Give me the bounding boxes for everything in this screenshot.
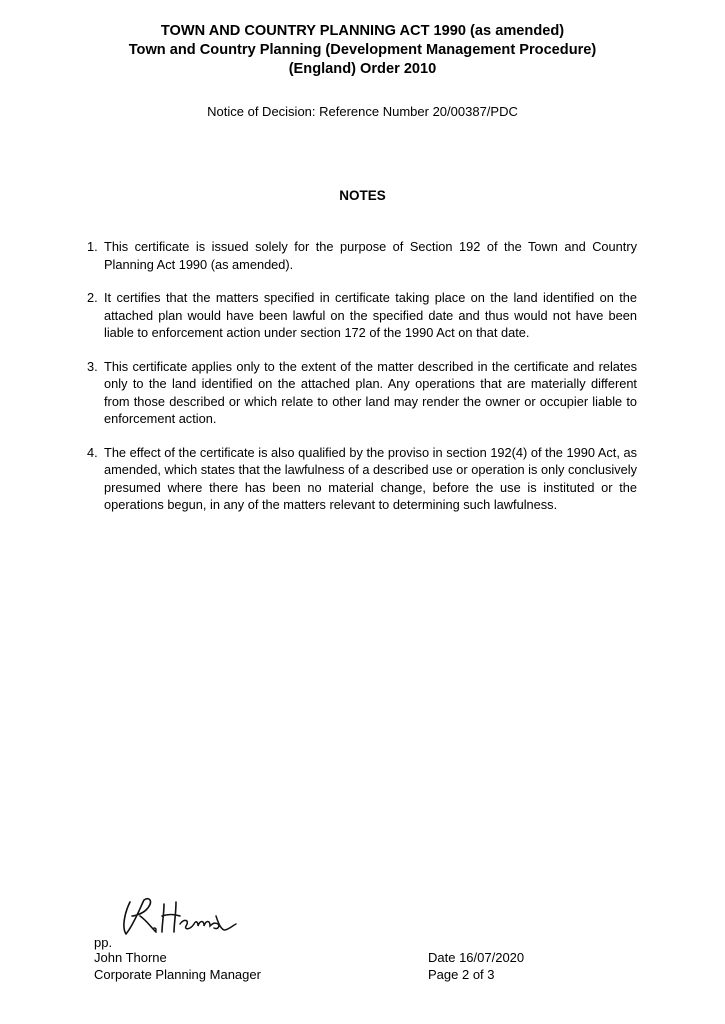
title-line-region: (England) Order 2010 <box>288 61 437 77</box>
page-number: Page 2 of 3 <box>428 966 495 982</box>
note-item <box>87 289 637 342</box>
note-item <box>87 358 637 428</box>
decision-date: Date 16/07/2020 <box>428 950 525 965</box>
title-line-order: Town and Country Planning (Development Management Procedure) <box>128 42 597 58</box>
reference-number: Notice of Decision: Reference Number 20/00387/PDC <box>207 104 518 119</box>
note-text: The effect of the certificate is also qualified by the proviso in section 192(4) of the 1990 Act, as amended, which states that the lawfulness of a described use or operation is only conclusively presumed where there has been no material change, before the use is instituted or the operations begun, in any of the matters relevant to determining such lawfulness. <box>104 444 637 512</box>
note-number: 3. <box>87 358 98 374</box>
pp-label: pp. <box>94 935 113 950</box>
signatory-name: John Thorne <box>94 950 167 965</box>
note-item <box>87 444 637 514</box>
note-item <box>87 238 637 273</box>
note-text: It certifies that the matters specified in certificate taking place on the land identified on the attached plan would have been lawful on the specified date and thus would not have been liable to enforcement action under section 172 of the 1990 Act on that date. <box>104 290 637 340</box>
signatory-role: Corporate Planning Manager <box>94 967 261 982</box>
note-number: 2. <box>87 290 98 305</box>
note-text: This certificate is issued solely for the purpose of Section 192 of the Town and Country Planning Act 1990 (as amended). <box>104 239 637 272</box>
handwritten-signature <box>120 894 240 940</box>
title-line-act: TOWN AND COUNTRY PLANNING ACT 1990 (as amended) <box>160 23 565 39</box>
note-text: This certificate applies only to the extent of the matter described in the certificate and relates only to the land identified on the attached plan. Any operations that are materially different from those described or which relate to other land may render the owner or occupier liable to enforcement action. <box>104 358 637 426</box>
date-page-block <box>428 950 524 983</box>
notes-heading: NOTES <box>339 188 386 203</box>
notes-list <box>87 238 637 530</box>
note-number: 4. <box>87 444 98 460</box>
document-title <box>0 22 725 79</box>
note-number: 1. <box>87 239 98 254</box>
